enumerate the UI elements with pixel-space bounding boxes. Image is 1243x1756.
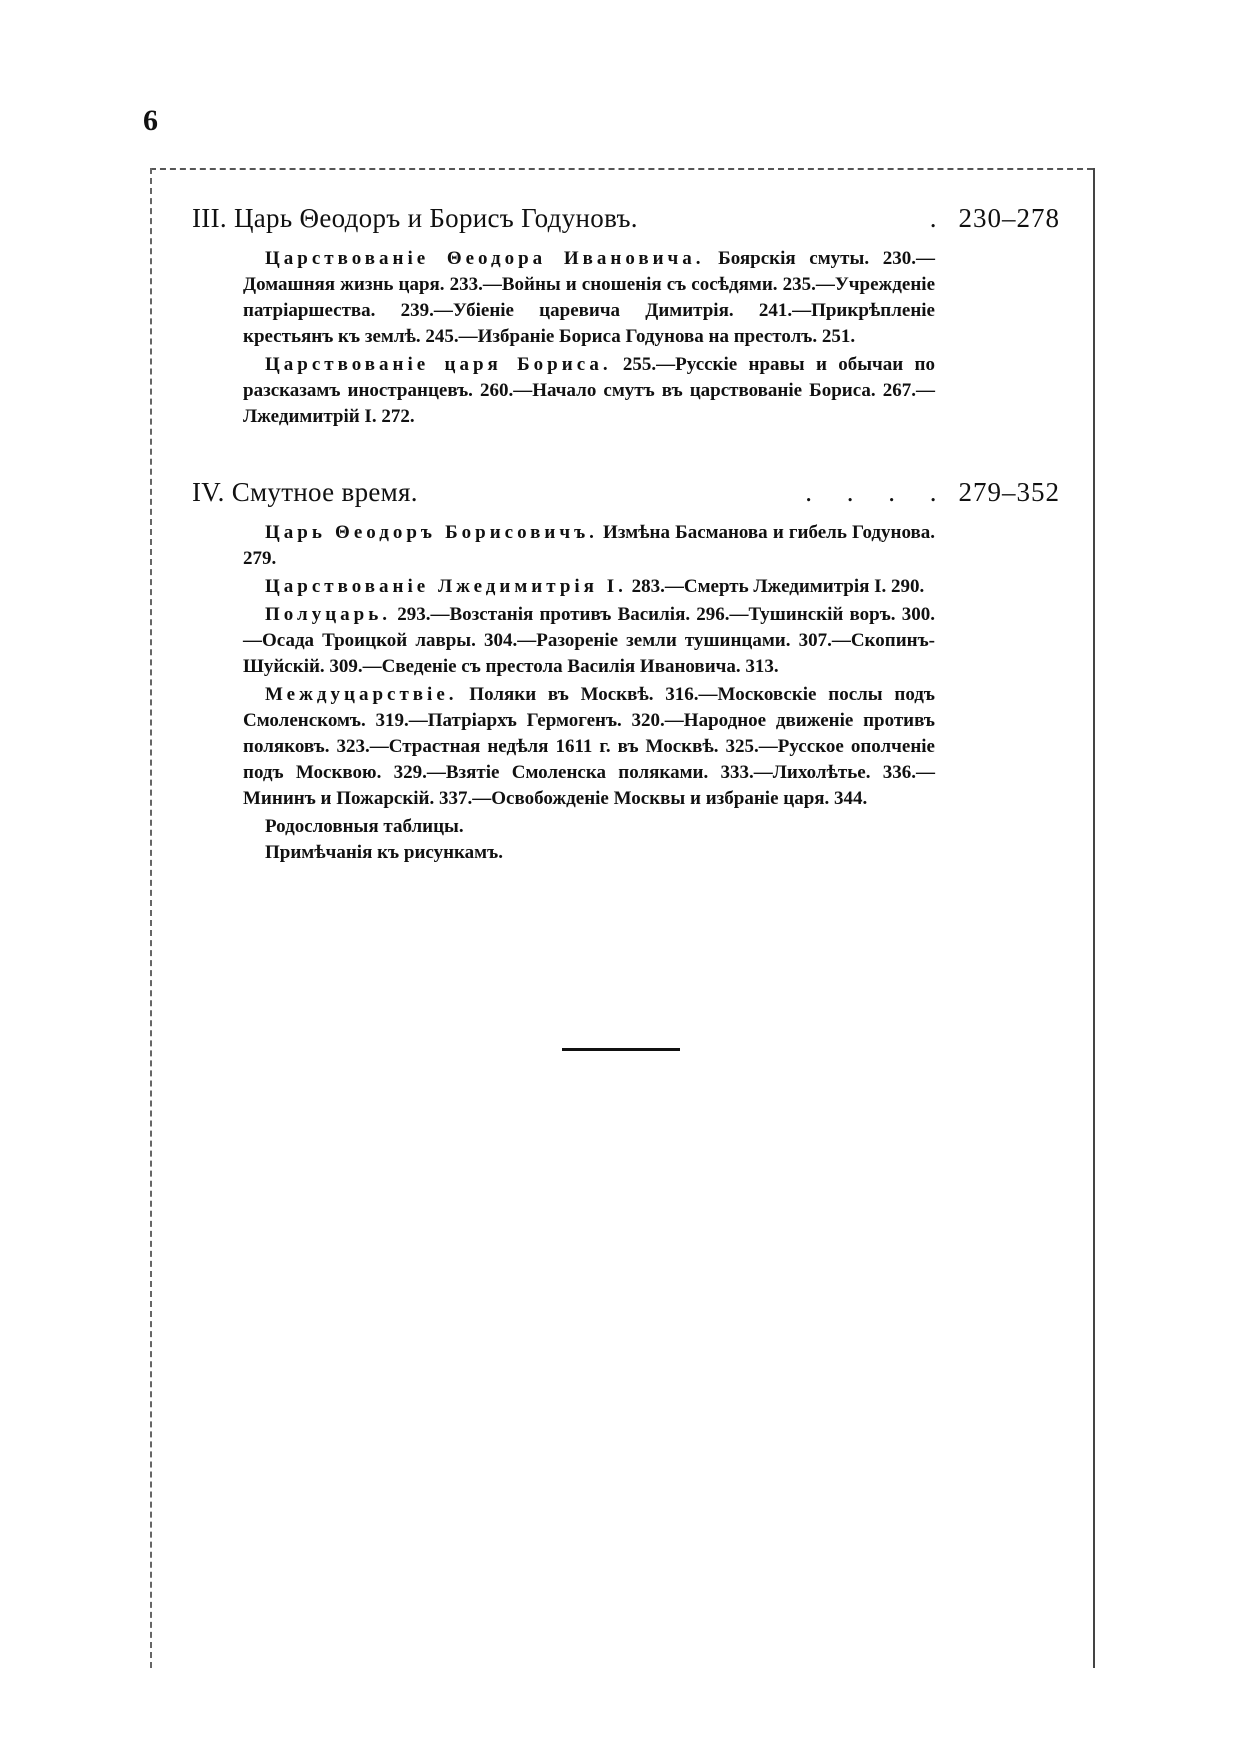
leader-dots: .: [929, 203, 951, 233]
end-rule: [562, 1048, 680, 1051]
chapter-title: III. Царь Θеодоръ и Борисъ Годуновъ.: [192, 203, 638, 233]
page-number: 6: [143, 104, 158, 137]
paragraph-text: Поляки въ Москвѣ. 316.—Московскіе послы подъ Смоленскомъ. 319.—Патріархъ Гермогенъ. 320.—Народное движеніе противъ поляковъ. 323.—Страстная недѣля 1611 г. въ Москвѣ. 325.—Русское ополченіе подъ Москвою. 329.—Взятіе Смоленска поляками. 333.—Лихолѣтье. 336.—Мининъ и Пожарскій. 337.—Освобожденіе Москвы и избраніе царя. 344.: [243, 684, 935, 809]
frame-top-rule: [150, 168, 1093, 170]
genealogy-tables-entry: Родословныя таблицы.: [265, 816, 464, 837]
page-range: 279–352: [958, 477, 1060, 507]
frame-left-rule: [150, 168, 152, 1668]
paragraph-text: 255.—Русскіе нравы и обычаи по разсказамъ иностранцевъ. 260.—Начало смутъ въ царствованіе Бориса. 267.—Лжедимитрій I. 272.: [243, 354, 935, 427]
paragraph: [243, 246, 935, 350]
chapter-4-contents: [243, 520, 935, 866]
paragraph-lead: Междуцарствіе.: [265, 684, 458, 705]
paragraph: [243, 574, 935, 600]
paragraph: [243, 520, 935, 572]
frame-right-rule: [1093, 168, 1095, 1668]
chapter-3-contents: [243, 246, 935, 432]
paragraph-text: 293.—Возстанія противъ Василія. 296.—Тушинскій воръ. 300.—Осада Троицкой лавры. 304.—Разореніе земли тушинцами. 307.—Скопинъ-Шуйскій. 309.—Сведеніе съ престола Василія Ивановича. 313.: [243, 604, 935, 677]
paragraph-lead: Царствованіе Лжедимитрія I.: [265, 576, 627, 597]
paragraph-text: 283.—Смерть Лжедимитрія I. 290.: [626, 576, 925, 597]
paragraph: [243, 352, 935, 430]
chapter-heading-3: [192, 203, 1060, 234]
paragraph-lead: Царь Θеодоръ Борисовичъ.: [265, 522, 598, 543]
paragraph-lead: Царствованіе Θеодора Ивановича.: [265, 248, 705, 269]
chapter-heading-4: [192, 477, 1060, 508]
page-range: 230–278: [958, 203, 1060, 233]
leader-dots: . . . .: [805, 477, 951, 507]
paragraph-text: Измѣна Басманова и гибель Годунова. 279.: [243, 522, 935, 569]
paragraph-lead: Полуцарь.: [265, 604, 391, 625]
illustration-notes-entry: Примѣчанія къ рисункамъ.: [265, 842, 503, 863]
paragraph-lead: Царствованіе царя Бориса.: [265, 354, 612, 375]
chapter-title: IV. Смутное время.: [192, 477, 418, 507]
paragraph: [243, 602, 935, 680]
paragraph: [243, 682, 935, 812]
paragraph-text: Боярскія смуты. 230.—Домашняя жизнь царя. 233.—Войны и сношенія съ сосѣдями. 235.—Учрежденіе патріаршества. 239.—Убіеніе царевича Димитрія. 241.—Прикрѣпленіе крестьянъ къ землѣ. 245.—Избраніе Бориса Годунова на престолъ. 251.: [243, 248, 935, 347]
